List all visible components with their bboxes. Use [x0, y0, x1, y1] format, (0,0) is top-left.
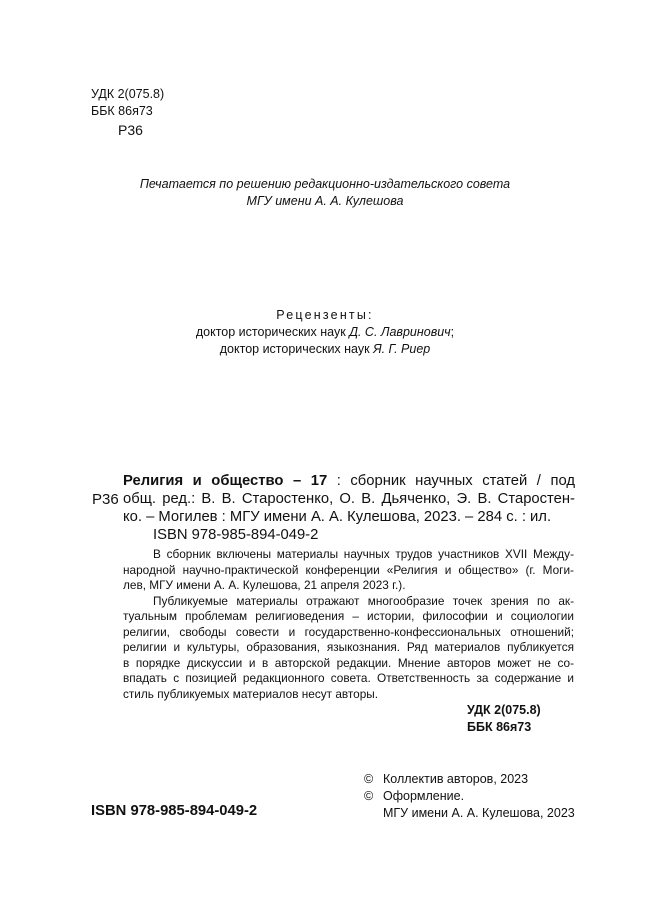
reviewer-1	[0, 324, 650, 341]
author-sign: Р36	[118, 122, 143, 138]
reviewer-1-name: Д. С. Лавринович	[349, 325, 451, 339]
copyright-icon: ©	[364, 789, 374, 803]
abstract-p2-line-4: религии и культуры, образования, языкознания. Ряд материалов публикуется	[123, 640, 574, 654]
isbn-bottom: ISBN 978-985-894-049-2	[91, 803, 258, 819]
abstract-p2-line-7: стиль публикуемых материалов несут авторы.	[123, 686, 379, 701]
copyright-authors: Коллектив авторов, 2023	[383, 772, 529, 786]
reviewer-2	[0, 341, 650, 358]
classification-bottom	[467, 702, 541, 736]
bib-line-1-rest: : сборник научных статей / под	[327, 473, 576, 489]
imprint-note	[0, 176, 650, 210]
abstract-p2-line-1: Публикуемые материалы отражают многообразие точек зрения по ак-	[153, 593, 574, 608]
abstract-p2-line-5: в порядке дискуссии и в авторской редакции. Мнение авторов может не со-	[123, 655, 574, 670]
reviewers-heading: Рецензенты:	[276, 308, 374, 322]
bib-line-3: ко. – Могилев : МГУ имени А. А. Кулешова, 2023. – 284 с. : ил.	[123, 509, 552, 525]
reviewer-1-title: доктор исторических наук	[195, 325, 350, 339]
copyright-row-1	[364, 771, 575, 788]
copyright-icon: ©	[364, 772, 374, 786]
reviewers-block	[0, 307, 650, 358]
abstract-p2-line-2: туальным проблемам религиоведения – истории, философии и социологии	[123, 609, 574, 623]
udk-code: УДК 2(075.8)	[91, 87, 165, 101]
imprint-line-2: МГУ имени А. А. Кулешова	[246, 194, 404, 208]
classification-top	[91, 86, 164, 140]
bibliographic-description	[123, 472, 575, 526]
abstract-p2-line-3: религии, свободы совести и государственно-конфессиональных отношений;	[123, 624, 574, 639]
bbk-code-bottom: ББК 86я73	[467, 720, 532, 734]
abstract-p1-line-1: В сборник включены материалы научных трудов участников XVII Между-	[153, 547, 574, 561]
bib-line-1	[123, 472, 575, 490]
imprint-line-1: Печатается по решению редакционно-издательского совета	[139, 177, 511, 191]
reviewer-2-name: Я. Г. Риер	[373, 342, 431, 356]
bbk-code: ББК 86я73	[91, 104, 153, 118]
abstract-p2-line-6: впадать с позицией редакционного совета. Ответственность за содержание и	[123, 671, 574, 685]
abstract-p1-line-2: народной научно-практической конференции «Религия и общество» (г. Моги-	[123, 562, 574, 577]
bib-line-2: общ. ред.: В. В. Старостенко, О. В. Дьяченко, Э. В. Старостен-	[123, 491, 575, 507]
copyright-design: Оформление.	[383, 789, 465, 803]
isbn-main: ISBN 978-985-894-049-2	[153, 527, 319, 543]
copyright-row-2	[364, 788, 575, 805]
udk-code-bottom: УДК 2(075.8)	[467, 703, 541, 717]
abstract	[123, 547, 574, 702]
reviewer-2-title: доктор исторических наук	[219, 342, 374, 356]
copyright-publisher: МГУ имени А. А. Кулешова, 2023	[383, 806, 575, 820]
bib-author-sign: Р36	[92, 491, 119, 508]
reviewer-1-sep: ;	[450, 325, 455, 339]
copyright-block	[364, 771, 575, 822]
book-title: Религия и общество – 17	[123, 473, 328, 489]
abstract-p1-line-3: лев, МГУ имени А. А. Кулешова, 21 апреля 2023 г.).	[123, 578, 406, 592]
